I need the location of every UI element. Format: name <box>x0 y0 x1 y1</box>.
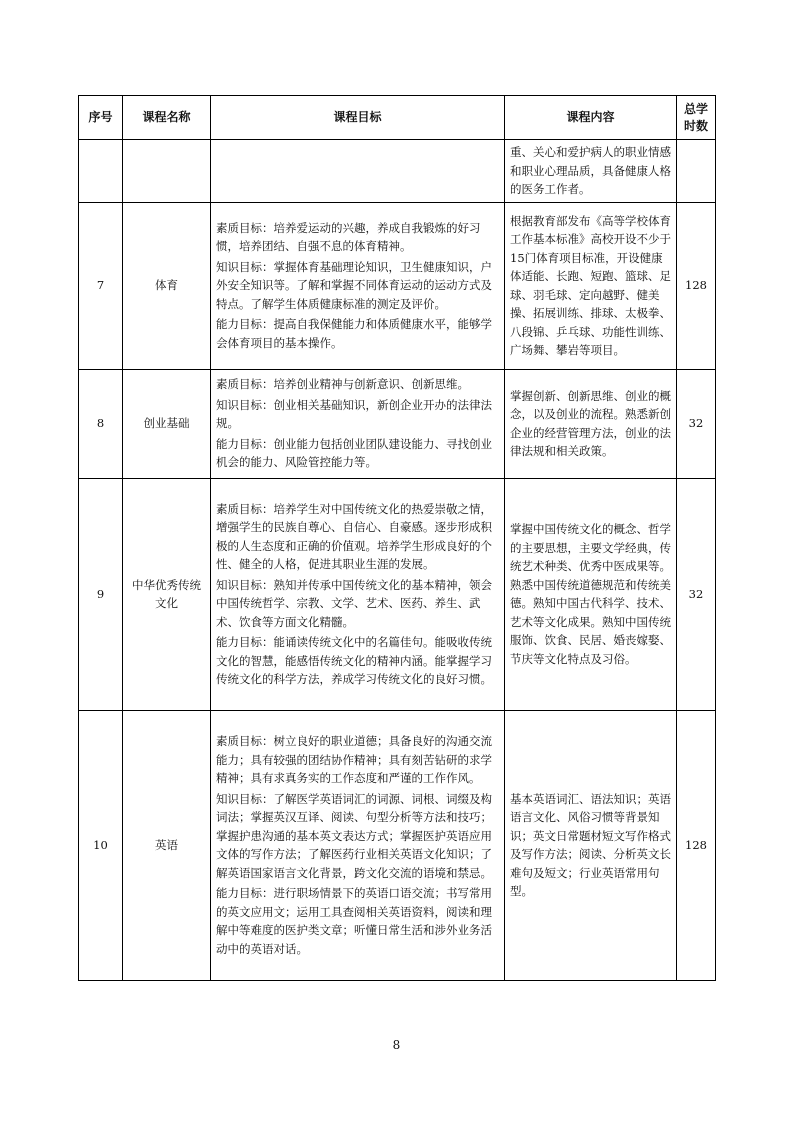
goal-ability: 能力目标：创业能力包括创业团队建设能力、寻找创业机会的能力、风险管控能力等。 <box>216 436 492 470</box>
cell-goals <box>211 202 505 369</box>
cell-content: 重、关心和爱护病人的职业情感和职业心理品质，具备健康人格的医务工作者。 <box>505 140 677 203</box>
header-total-hours: 总学时数 <box>677 96 716 140</box>
cell-name <box>123 140 211 203</box>
goal-knowledge: 知识目标：掌握体育基础理论知识，卫生健康知识，户外安全知识等。了解和掌握不同体育运动的运动方式及特点。了解学生体质健康标准的测定及评价。 <box>216 259 492 311</box>
goal-ability: 能力目标：进行职场情景下的英语口语交流；书写常用的英文应用文；运用工具查阅相关英语资料，阅读和理解中等难度的医护类文章；听懂日常生活和涉外业务活动中的英语对话。 <box>216 886 492 956</box>
goal-knowledge: 知识目标：熟知并传承中国传统文化的基本精神，领会中国传统哲学、宗教、文学、艺术、医药、养生、武术、饮食等方面文化精髓。 <box>216 577 492 629</box>
goal-quality: 素质目标：培养学生对中国传统文化的热爱崇敬之情，增强学生的民族自尊心、自信心、自豪感。逐步形成积极的人生态度和正确的价值观。培养学生形成良好的个性、健全的人格，促进其职业生涯的发展。 <box>216 501 492 571</box>
cell-index: 10 <box>79 710 123 980</box>
goal-ability: 能力目标：能诵读传统文化中的名篇佳句。能吸收传统文化的智慧，能感悟传统文化的精神内涵。能掌握学习传统文化的科学方法，养成学习传统文化的良好习惯。 <box>216 635 492 686</box>
goal-knowledge: 知识目标：了解医学英语词汇的词源、词根、词缀及构词法；掌握英汉互译、阅读、句型分析等方法和技巧；掌握护患沟通的基本英文表达方式；掌握医护英语应用文体的写作方法；了解医药行业相关英语文化知识；了解英语国家语言文化背景，跨文化交流的语境和禁忌。 <box>216 791 492 880</box>
header-course-name: 课程名称 <box>123 96 211 140</box>
cell-hours: 128 <box>677 202 716 369</box>
cell-hours: 32 <box>677 478 716 710</box>
cell-content: 掌握中国传统文化的概念、哲学的主要思想，主要文学经典，传统艺术种类、优秀中医成果等。熟悉中国传统道德规范和传统美德。熟知中国古代科学、技术、艺术等文化成果。熟知中国传统服饰、饮食、民居、婚丧嫁娶、节庆等文化特点及习俗。 <box>505 478 677 710</box>
cell-content: 根据教育部发布《高等学校体育工作基本标准》高校开设不少于15门体育项目标准，开设健康体适能、长跑、短跑、篮球、足球、羽毛球、定向越野、健美操、拓展训练、排球、太极拳、八段锦、乒乓球、功能性训练、广场舞、攀岩等项目。 <box>505 202 677 369</box>
cell-goals <box>211 710 505 980</box>
cell-hours <box>677 140 716 203</box>
cell-content: 基本英语词汇、语法知识；英语语言文化、风俗习惯等背景知识；英文日常题材短文写作格式及写作方法；阅读、分析英文长难句及短文；行业英语常用句型。 <box>505 710 677 980</box>
cell-index: 8 <box>79 369 123 478</box>
page-number: 8 <box>392 1038 401 1052</box>
goal-quality: 素质目标：培养创业精神与创新意识、创新思维。 <box>216 377 469 392</box>
cell-goals <box>211 478 505 710</box>
cell-index <box>79 140 123 203</box>
table-row <box>79 710 716 980</box>
header-course-content: 课程内容 <box>505 96 677 140</box>
goal-quality: 素质目标：培养爱运动的兴趣，养成自我锻炼的好习惯，培养团结、自强不息的体育精神。 <box>216 220 481 254</box>
table-row <box>79 202 716 369</box>
goal-ability: 能力目标：提高自我保健能力和体质健康水平，能够学会体育项目的基本操作。 <box>216 317 492 350</box>
cell-index: 9 <box>79 478 123 710</box>
cell-goals <box>211 369 505 478</box>
header-index: 序号 <box>79 96 123 140</box>
cell-content: 掌握创新、创新思维、创业的概念，以及创业的流程。熟悉新创企业的经营管理方法，创业的法律法规和相关政策。 <box>505 369 677 478</box>
table-row-continuation <box>79 140 716 203</box>
goal-knowledge: 知识目标：创业相关基础知识，新创企业开办的法律法规。 <box>216 397 492 431</box>
cell-name: 创业基础 <box>123 369 211 478</box>
header-course-goals: 课程目标 <box>211 96 505 140</box>
table-row <box>79 478 716 710</box>
cell-index: 7 <box>79 202 123 369</box>
goal-quality: 素质目标：树立良好的职业道德；具备良好的沟通交流能力；具有较强的团结协作精神；具有刻苦钻研的求学精神；具有求真务实的工作态度和严谨的工作作风。 <box>216 734 492 785</box>
table-row <box>79 369 716 478</box>
cell-name: 中华优秀传统文化 <box>123 478 211 710</box>
table-header-row <box>79 96 716 140</box>
cell-hours: 128 <box>677 710 716 980</box>
cell-name: 体育 <box>123 202 211 369</box>
cell-goals <box>211 140 505 203</box>
cell-hours: 32 <box>677 369 716 478</box>
course-table <box>78 95 716 981</box>
cell-name: 英语 <box>123 710 211 980</box>
